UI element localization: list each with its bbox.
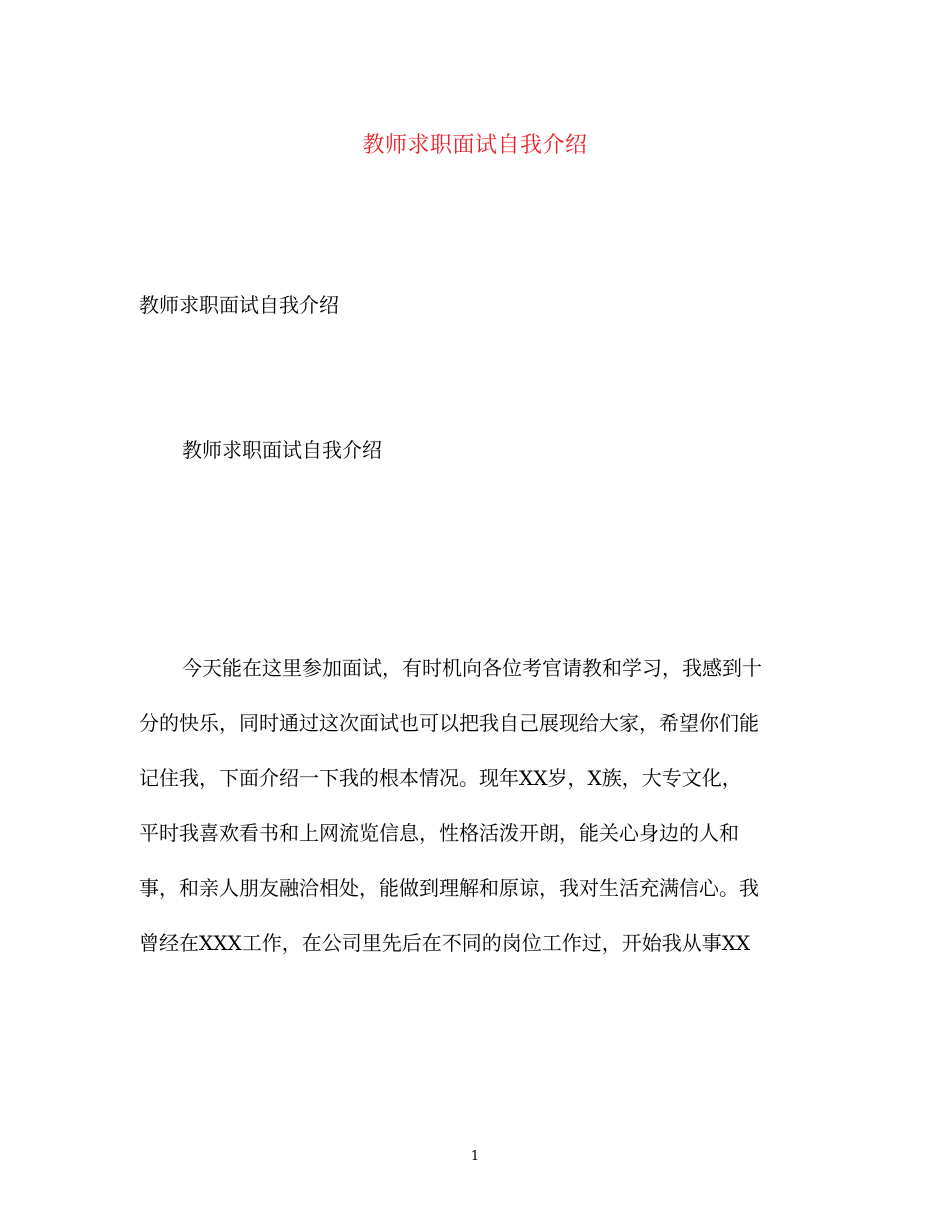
paragraph-line: 今天能在这里参加面试，有时机向各位考官请教和学习，我感到十 — [182, 656, 762, 680]
document-title: 教师求职面试自我介绍 — [362, 133, 588, 158]
body-paragraph — [139, 652, 819, 982]
paragraph-line: 平时我喜欢看书和上网流览信息，性格活泼开朗，能关心身边的人和 — [139, 821, 739, 845]
subsection-heading: 教师求职面试自我介绍 — [182, 438, 382, 462]
paragraph-line: 分的快乐，同时通过这次面试也可以把我自己展现给大家，希望你们能 — [139, 711, 759, 735]
section-heading: 教师求职面试自我介绍 — [139, 293, 339, 317]
paragraph-line: 曾经在XXX工作，在公司里先后在不同的岗位工作过，开始我从事XX — [139, 931, 751, 955]
paragraph-line: 记住我，下面介绍一下我的根本情况。现年XX岁，X族，大专文化， — [139, 766, 742, 790]
paragraph-line: 事，和亲人朋友融洽相处，能做到理解和原谅，我对生活充满信心。我 — [139, 876, 759, 900]
page-number: 1 — [470, 1149, 480, 1164]
